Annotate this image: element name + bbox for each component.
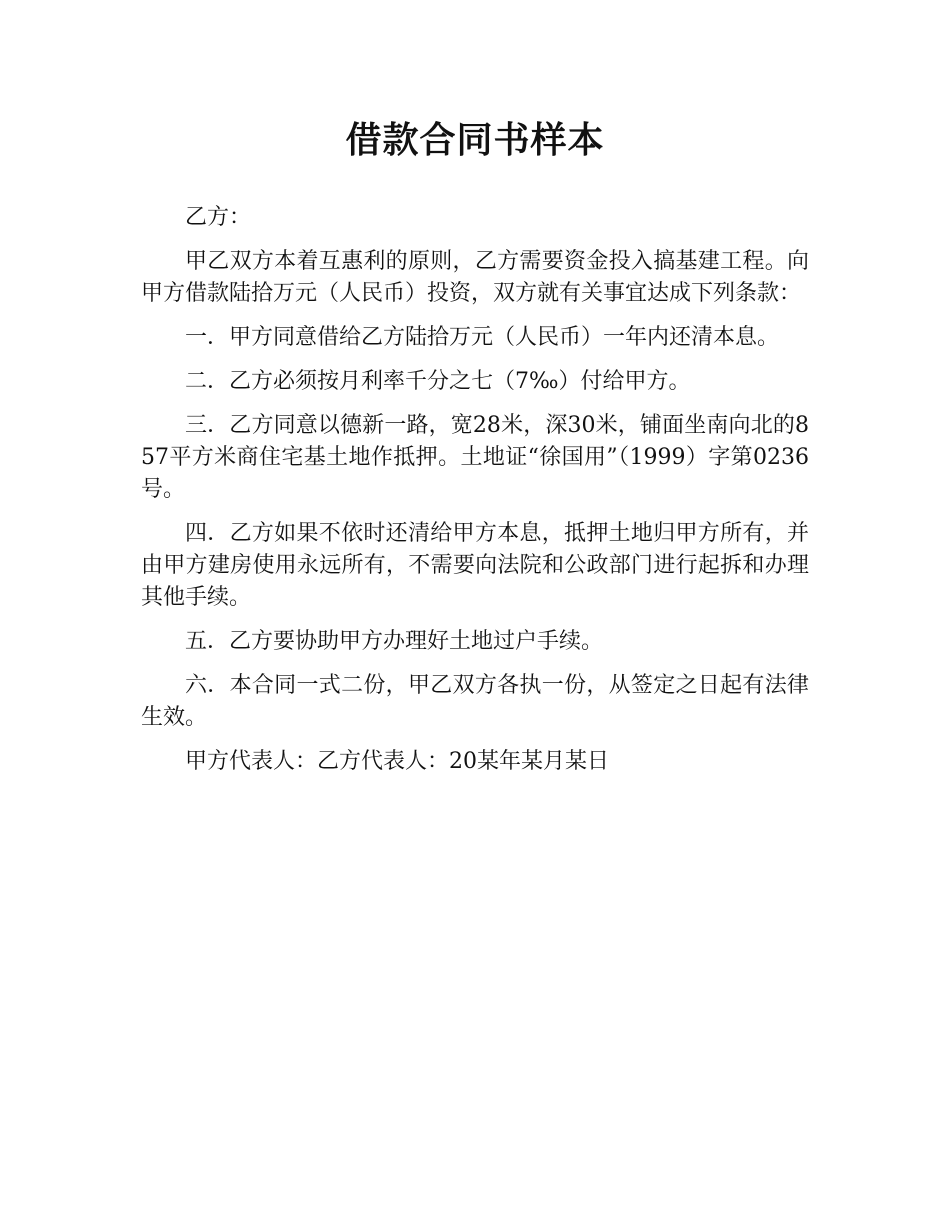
- document-body: [141, 202, 809, 790]
- document-title: 借款合同书样本: [345, 120, 605, 161]
- clause-3: 三．乙方同意以德新一路，宽28米，深30米，铺面坐南向北的857平方米商住宅基土地作抵押。土地证“徐国用”（1999）字第0236号。: [141, 413, 809, 502]
- clause-2: 二．乙方必须按月利率千分之七（7‰）付给甲方。: [185, 369, 691, 394]
- clause-6: 六．本合同一式二份，甲乙双方各执一份，从签定之日起有法律生效。: [141, 673, 809, 730]
- clause-1: 一．甲方同意借给乙方陆拾万元（人民币）一年内还清本息。: [185, 325, 780, 350]
- party-b-line: 乙方：: [185, 205, 252, 230]
- signature-line: 甲方代表人：乙方代表人：20某年某月某日: [185, 749, 609, 774]
- preamble-paragraph: 甲乙双方本着互惠利的原则，乙方需要资金投入搞基建工程。向甲方借款陆拾万元（人民币）投资，双方就有关事宜达成下列条款：: [141, 249, 809, 306]
- clause-5: 五．乙方要协助甲方办理好土地过户手续。: [185, 629, 604, 654]
- clause-4: 四．乙方如果不依时还清给甲方本息，抵押土地归甲方所有，并由甲方建房使用永远所有，不需要向法院和公政部门进行起拆和办理其他手续。: [141, 521, 809, 610]
